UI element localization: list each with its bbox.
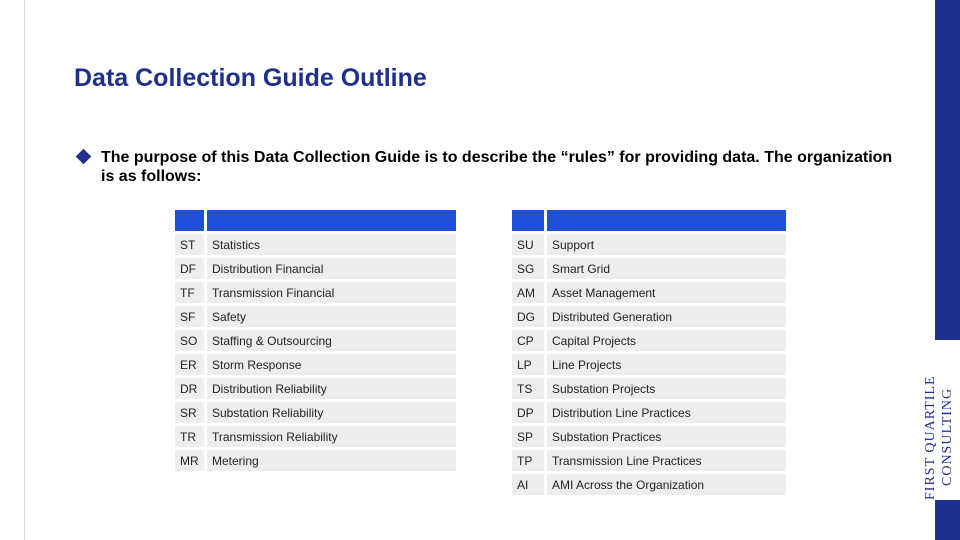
row-name-cell: Transmission Reliability <box>207 426 456 450</box>
row-name-cell: Distribution Reliability <box>207 378 456 402</box>
row-code-cell: TS <box>512 378 547 402</box>
row-name-cell: Storm Response <box>207 354 456 378</box>
row-name-cell: Support <box>547 234 786 258</box>
table-header-name-cell <box>207 210 456 234</box>
row-name-cell: Distributed Generation <box>547 306 786 330</box>
row-code-cell: TP <box>512 450 547 474</box>
left-margin-rule <box>24 0 25 540</box>
row-code-cell: TR <box>175 426 207 450</box>
table-header-row <box>512 210 786 234</box>
logo-line-2: CONSULTING <box>940 387 955 486</box>
row-code-cell: DF <box>175 258 207 282</box>
table-row <box>175 426 456 450</box>
table-row <box>512 306 786 330</box>
diamond-bullet-icon <box>76 149 92 165</box>
row-name-cell: Smart Grid <box>547 258 786 282</box>
bullet-paragraph <box>76 148 896 186</box>
table-row <box>175 282 456 306</box>
row-name-cell: Distribution Financial <box>207 258 456 282</box>
row-code-cell: DP <box>512 402 547 426</box>
row-code-cell: DR <box>175 378 207 402</box>
row-name-cell: Distribution Line Practices <box>547 402 786 426</box>
table-header-code-cell <box>512 210 547 234</box>
table-row <box>512 450 786 474</box>
row-code-cell: SG <box>512 258 547 282</box>
table-row <box>175 450 456 474</box>
row-code-cell: TF <box>175 282 207 306</box>
row-code-cell: MR <box>175 450 207 474</box>
table-row <box>175 402 456 426</box>
logo-line-1: FIRST QUARTILE <box>923 375 938 500</box>
row-name-cell: Capital Projects <box>547 330 786 354</box>
table-row <box>175 354 456 378</box>
table-row <box>512 234 786 258</box>
row-name-cell: Asset Management <box>547 282 786 306</box>
slide-title: Data Collection Guide Outline <box>74 64 427 92</box>
row-code-cell: SF <box>175 306 207 330</box>
table-row <box>512 426 786 450</box>
table-row <box>512 258 786 282</box>
row-name-cell: Substation Practices <box>547 426 786 450</box>
row-name-cell: Statistics <box>207 234 456 258</box>
row-name-cell: Staffing & Outsourcing <box>207 330 456 354</box>
row-code-cell: DG <box>512 306 547 330</box>
table-row <box>175 330 456 354</box>
table-row <box>512 474 786 498</box>
row-name-cell: AMI Across the Organization <box>547 474 786 498</box>
page-number: 3 <box>930 504 936 514</box>
row-code-cell: AM <box>512 282 547 306</box>
row-code-cell: CP <box>512 330 547 354</box>
row-code-cell: SP <box>512 426 547 450</box>
row-code-cell: LP <box>512 354 547 378</box>
row-code-cell: ER <box>175 354 207 378</box>
table-row <box>175 234 456 258</box>
table-row <box>175 258 456 282</box>
module-table-right <box>512 210 786 498</box>
table-row <box>512 354 786 378</box>
row-name-cell: Transmission Financial <box>207 282 456 306</box>
table-header-code-cell <box>175 210 207 234</box>
row-name-cell: Substation Reliability <box>207 402 456 426</box>
table-row <box>175 306 456 330</box>
table-row <box>512 282 786 306</box>
module-table-left <box>175 210 456 474</box>
row-code-cell: SU <box>512 234 547 258</box>
row-code-cell: SO <box>175 330 207 354</box>
table-row <box>175 378 456 402</box>
bullet-text: The purpose of this Data Collection Guide is to describe the “rules” for providing data. The organization is as follows: <box>101 149 893 185</box>
row-code-cell: AI <box>512 474 547 498</box>
row-name-cell: Line Projects <box>547 354 786 378</box>
table-row <box>512 378 786 402</box>
row-name-cell: Transmission Line Practices <box>547 450 786 474</box>
table-row <box>512 402 786 426</box>
row-code-cell: ST <box>175 234 207 258</box>
row-name-cell: Safety <box>207 306 456 330</box>
table-header-name-cell <box>547 210 786 234</box>
company-logo <box>922 340 960 500</box>
row-name-cell: Metering <box>207 450 456 474</box>
table-row <box>512 330 786 354</box>
row-name-cell: Substation Projects <box>547 378 786 402</box>
row-code-cell: SR <box>175 402 207 426</box>
table-header-row <box>175 210 456 234</box>
